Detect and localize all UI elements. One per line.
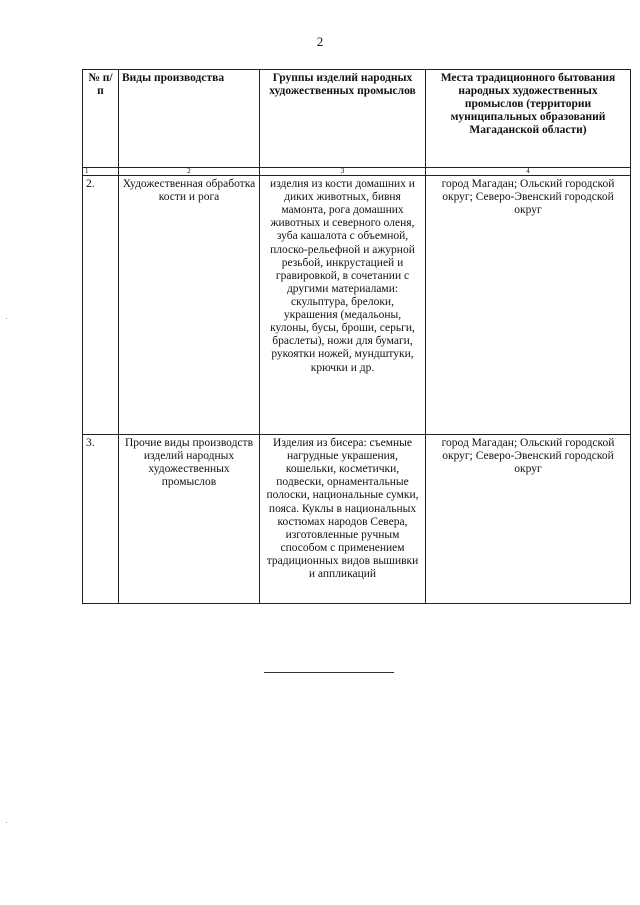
row-number: 2. <box>83 176 119 435</box>
column-number: 2 <box>119 168 260 176</box>
table-row <box>83 176 631 435</box>
page-number: 2 <box>316 34 324 49</box>
end-divider-line <box>264 672 394 673</box>
production-type: Прочие виды производств изделий народных художественных промыслов <box>119 435 260 604</box>
places: город Магадан; Ольский городской округ; Северо-Эвенский городской округ <box>426 435 631 604</box>
crafts-table <box>82 69 631 604</box>
column-numbers-row <box>83 168 631 176</box>
places: город Магадан; Ольский городской округ; Северо-Эвенский городской округ <box>426 176 631 435</box>
scan-mark <box>6 822 7 823</box>
product-groups: Изделия из бисера: съемные нагрудные украшения, кошельки, косметички, подвески, орнаментальные полоски, национальные сумки, пояса. Куклы в национальных костюмах народов Севера, изготовленные ручным способом с применением традиционных видов вышивки и аппликаций <box>260 435 426 604</box>
header-production-type: Виды производства <box>119 70 260 168</box>
scan-mark <box>6 318 7 319</box>
product-groups: изделия из кости домашних и диких животных, бивня мамонта, рога домашних животных и северного оленя, зуба кашалота с объемной, плоско-рельефной и ажурной резьбой, инкрустацией и гравировкой, в сочетании с другими материалами: скульптура, брелоки, украшения (медальоны, кулоны, бусы, броши, серьги, браслеты), ножи для бумаги, рукоятки ножей, мундштуки, крючки и др. <box>260 176 426 435</box>
row-number: 3. <box>83 435 119 604</box>
header-num: № п/п <box>83 70 119 168</box>
header-product-groups: Группы изделий народных художественных промыслов <box>260 70 426 168</box>
column-number: 4 <box>426 168 631 176</box>
table-header-row <box>83 70 631 168</box>
production-type: Художественная обработка кости и рога <box>119 176 260 435</box>
column-number: 3 <box>260 168 426 176</box>
header-places: Места традиционного бытования народных художественных промыслов (территории муниципальных образований Магаданской области) <box>426 70 631 168</box>
column-number: 1 <box>83 168 119 176</box>
table-row <box>83 435 631 604</box>
